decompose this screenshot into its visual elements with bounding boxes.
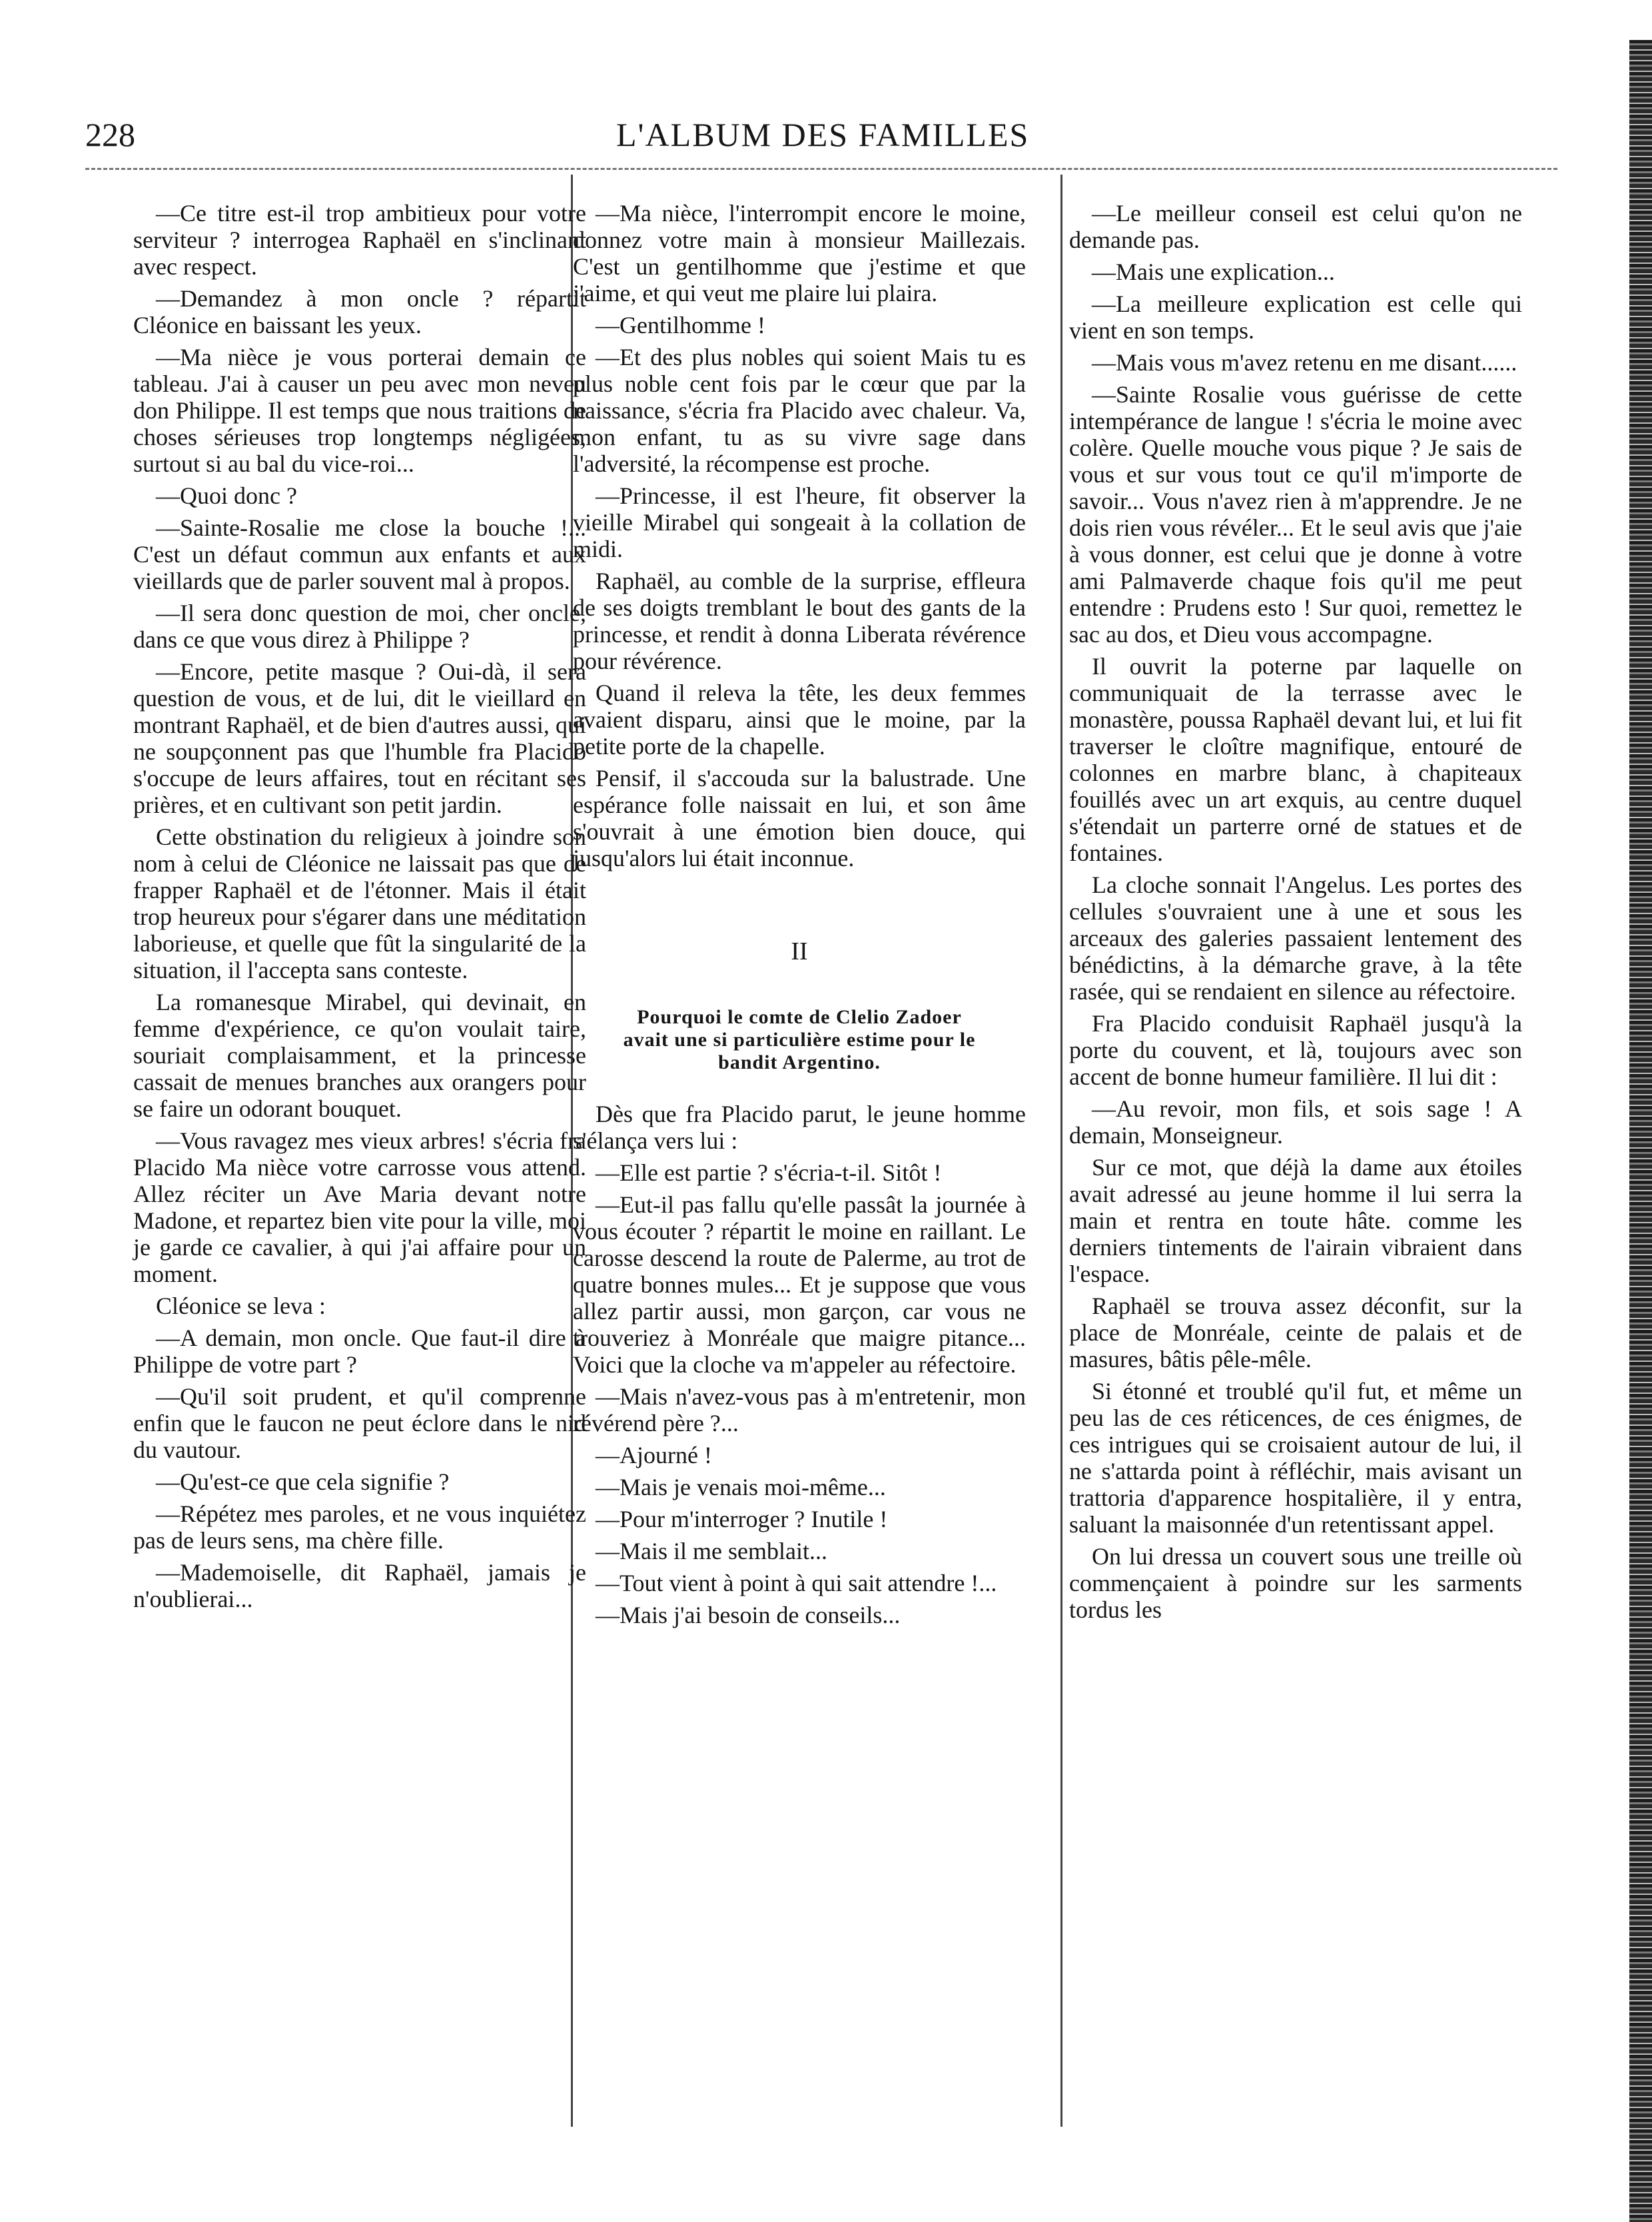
column-rule-2 xyxy=(1060,175,1062,2127)
paragraph: —Le meilleur conseil est celui qu'on ne demande pas. xyxy=(1069,200,1522,253)
paragraph: —Quoi donc ? xyxy=(156,482,297,509)
paragraph: La cloche sonnait l'Angelus. Les portes des cellules s'ouvraient une à une et sous les arceaux des galeries passaient lentement des bénédictins, à la démarche grave, à la tête rasée, qui se rendaient en silence au réfectoire. xyxy=(1069,871,1522,1005)
paragraph: —Mademoiselle, dit Raphaël, jamais je n'oublierai... xyxy=(133,1559,586,1612)
paragraph: La romanesque Mirabel, qui devinait, en femme d'expérience, ce qu'on voulait taire, souriait complaisamment, et la princesse cassait de menues branches aux orangers pour se faire un odorant bouquet. xyxy=(133,989,586,1122)
column-1 xyxy=(133,200,586,1618)
paragraph: —A demain, mon oncle. Que faut-il dire à Philippe de votre part ? xyxy=(133,1325,586,1378)
chapter-numeral: II xyxy=(791,937,808,965)
paragraph: —La meilleure explication est celle qui vient en son temps. xyxy=(1069,290,1522,344)
paragraph: —Princesse, il est l'heure, fit observer la vieille Mirabel qui songeait à la collation de midi. xyxy=(573,482,1026,562)
column-3 xyxy=(1069,200,1522,1628)
paragraph: —Elle est partie ? s'écria-t-il. Sitôt ! xyxy=(596,1159,942,1186)
paragraph: Si étonné et troublé qu'il fut, et même un peu las de ces réticences, de ces énigmes, de ces intrigues qui se croisaient autour de lui, il ne s'attarda point à réfléchir, mais avisant un trattoria d'apparence hospitalière, il y entra, saluant la maisonnée d'un retentissant appel. xyxy=(1069,1378,1522,1538)
paragraph: —Au revoir, mon fils, et sois sage ! A demain, Monseigneur. xyxy=(1069,1095,1522,1149)
paragraph: Cléonice se leva : xyxy=(156,1293,326,1319)
paragraph: —Qu'est-ce que cela signifie ? xyxy=(156,1468,450,1495)
page-number: 228 xyxy=(85,116,135,153)
paragraph: Raphaël, au comble de la surprise, effleura de ses doigts tremblant le bout des gants de la princesse, et rendit à donna Liberata révérence pour révérence. xyxy=(573,568,1026,674)
paragraph: —Vous ravagez mes vieux arbres! s'écria fra Placido Ma nièce votre carrosse vous attend. Allez réciter un Ave Maria devant notre Madone, et repartez bien vite pour la ville, moi je garde ce cavalier, à qui j'ai affaire pour un moment. xyxy=(133,1127,586,1287)
paragraph: On lui dressa un couvert sous une treille où commençaient à poindre sur les sarments tordus les xyxy=(1069,1543,1522,1623)
paragraph: —Pour m'interroger ? Inutile ! xyxy=(596,1506,888,1532)
paragraph: —Et des plus nobles qui soient Mais tu es plus noble cent fois par le cœur que par la naissance, s'écria fra Placido avec chaleur. Va, mon enfant, tu as su vivre sage dans l'adversité, la récompense est proche. xyxy=(573,344,1026,477)
page-edge-shadow xyxy=(1629,40,1652,2222)
paragraph: —Tout vient à point à qui sait attendre !... xyxy=(596,1570,997,1596)
paragraph: —Mais n'avez-vous pas à m'entretenir, mon révérend père ?... xyxy=(573,1383,1026,1436)
paragraph: —Gentilhomme ! xyxy=(596,312,765,338)
paragraph: —Sainte Rosalie vous guérisse de cette intempérance de langue ! s'écria le moine avec colère. Quelle mouche vous pique ? Je sais de vous et sur vous tout ce qu'il m'importe de savoir... Vous n'avez rien à m'apprendre. Je ne dois rien vous révéler... Et le seul avis que j'aie à vous donner, est celui que je donne à votre ami Palmaverde chaque fois qu'il me peut entendre : Prudens esto ! Sur quoi, remettez le sac au dos, et Dieu vous accompagne. xyxy=(1069,381,1522,648)
paragraph: —Ce titre est-il trop ambitieux pour votre serviteur ? interrogea Raphaël en s'inclinant avec respect. xyxy=(133,200,586,280)
paragraph: Il ouvrit la poterne par laquelle on communiquait de la terrasse avec le monastère, poussa Raphaël devant lui, et lui fit traverser le cloître magnifique, entouré de colonnes en marbre blanc, à chapiteaux fouillés avec un art exquis, au centre duquel s'étendait un parterre orné de statues et de fontaines. xyxy=(1069,653,1522,866)
paragraph: —Qu'il soit prudent, et qu'il comprenne enfin que le faucon ne peut éclore dans le nid du vautour. xyxy=(133,1383,586,1463)
paragraph: Quand il releva la tête, les deux femmes avaient disparu, ainsi que le moine, par la petite porte de la chapelle. xyxy=(573,680,1026,760)
chapter-summary: Pourquoi le comte de Clelio Zadoer avait une si particulière estime pour le bandit Argentino. xyxy=(623,1006,976,1073)
paragraph: —Encore, petite masque ? Oui-dà, il sera question de vous, et de lui, dit le vieillard en montrant Raphaël, et de bien d'autres aussi, qui ne soupçonnent pas que l'humble fra Placido s'occupe de leurs affaires, tout en récitant ses prières, et en cultivant son petit jardin. xyxy=(133,658,586,818)
paragraph: Raphaël se trouva assez déconfit, sur la place de Monréale, ceinte de palais et de masures, bâtis pêle-mêle. xyxy=(1069,1293,1522,1373)
header-rule xyxy=(85,168,1557,170)
paragraph: —Mais j'ai besoin de conseils... xyxy=(596,1602,901,1628)
paragraph: —Eut-il pas fallu qu'elle passât la journée à vous écouter ? répartit le moine en raillant. Le carosse descend la route de Palerme, au trot de quatre bonnes mules... Et je suppose que vous allez partir aussi, mon garçon, car vous ne trouveriez à Monréale que maigre pitance... Voici que la cloche va m'appeler au réfectoire. xyxy=(573,1191,1026,1378)
paragraph: —Sainte-Rosalie me close la bouche !... C'est un défaut commun aux enfants et aux vieillards que de parler souvent mal à propos. xyxy=(133,514,586,594)
paragraph: —Mais il me semblait... xyxy=(596,1538,827,1564)
paragraph: —Mais je venais moi-même... xyxy=(596,1474,886,1500)
paragraph: Dès que fra Placido parut, le jeune homme s'élança vers lui : xyxy=(573,1101,1026,1154)
paragraph: Cette obstination du religieux à joindre son nom à celui de Cléonice ne laissait pas que de frapper Raphaël et de l'étonner. Mais il était trop heureux pour s'égarer dans une méditation laborieuse, et quelle que fût la singularité de la situation, il l'accepta sans conteste. xyxy=(133,824,586,983)
paragraph: —Ma nièce je vous porterai demain ce tableau. J'ai à causer un peu avec mon neveu don Philippe. Il est temps que nous traitions de choses sérieuses trop longtemps négligées, surtout si au bal du vice-roi... xyxy=(133,344,586,477)
paragraph: —Mais vous m'avez retenu en me disant...... xyxy=(1092,349,1517,376)
paragraph: —Ma nièce, l'interrompit encore le moine, donnez votre main à monsieur Maillezais. C'est un gentilhomme que j'estime et que j'aime, et qui veut me plaire lui plaira. xyxy=(573,200,1026,306)
running-title: L'ALBUM DES FAMILLES xyxy=(616,116,1030,153)
paragraph: Fra Placido conduisit Raphaël jusqu'à la porte du couvent, et là, toujours avec son accent de bonne humeur familière. Il lui dit : xyxy=(1069,1010,1522,1090)
paragraph: —Demandez à mon oncle ? répartit Cléonice en baissant les yeux. xyxy=(133,285,586,338)
paragraph: —Il sera donc question de moi, cher oncle, dans ce que vous direz à Philippe ? xyxy=(133,600,586,653)
paragraph: Pensif, il s'accouda sur la balustrade. Une espérance folle naissait en lui, et son âme s'ouvrait à une émotion bien douce, qui jusqu'alors lui était inconnue. xyxy=(573,765,1026,871)
paragraph: Sur ce mot, que déjà la dame aux étoiles avait adressé au jeune homme il lui serra la main et rentra en toute hâte. comme les derniers tintements de l'airain vibraient dans l'espace. xyxy=(1069,1154,1522,1287)
column-2 xyxy=(573,200,1026,1634)
paragraph: —Ajourné ! xyxy=(596,1442,712,1468)
paragraph: —Répétez mes paroles, et ne vous inquiétez pas de leurs sens, ma chère fille. xyxy=(133,1500,586,1554)
paragraph: —Mais une explication... xyxy=(1092,259,1335,285)
